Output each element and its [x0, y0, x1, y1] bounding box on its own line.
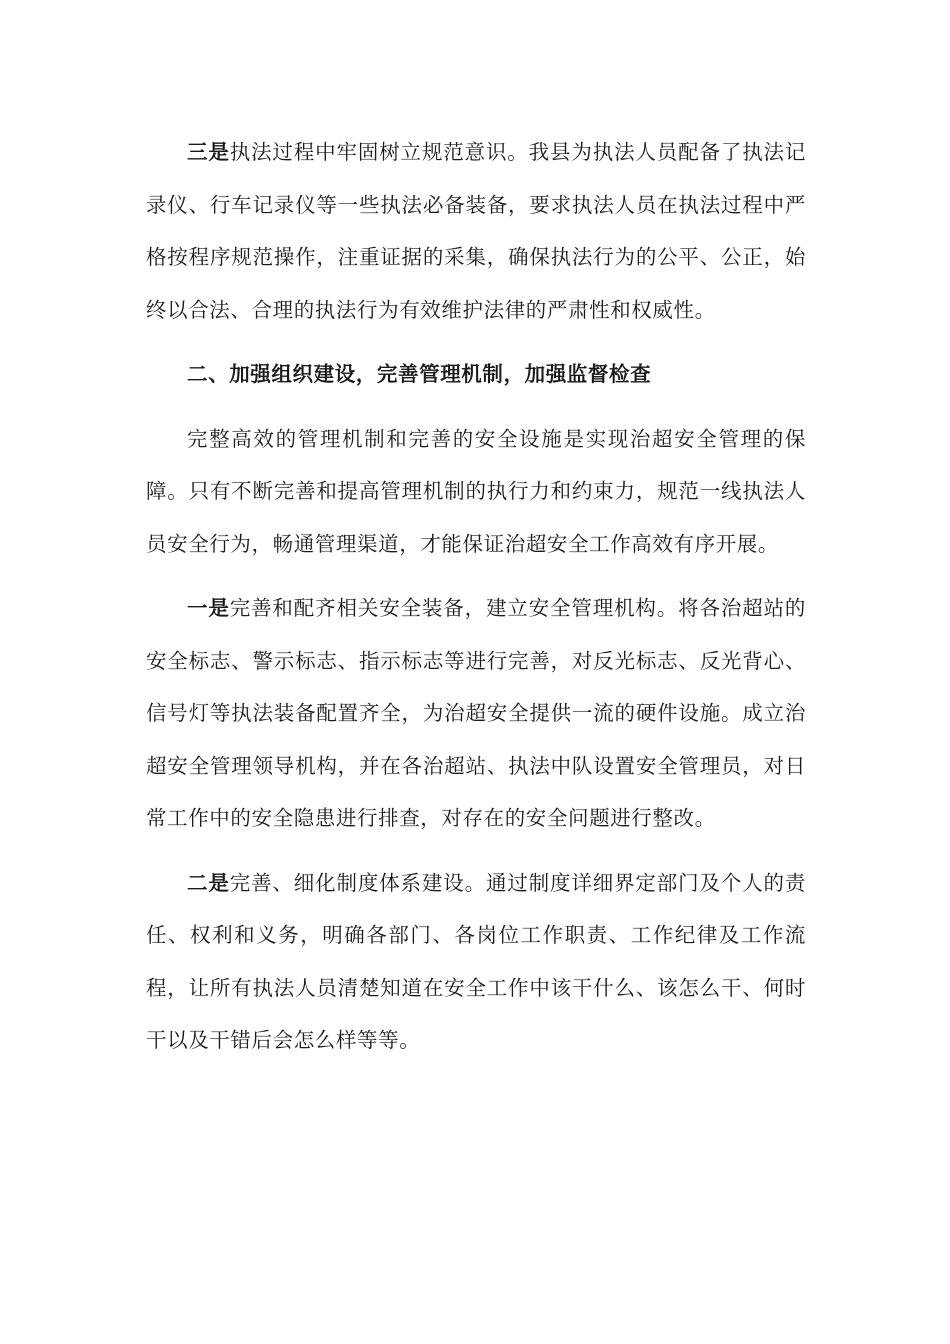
paragraph-text: 执法过程中牢固树立规范意识。我县为执法人员配备了执法记录仪、行车记录仪等一些执法必备装备，要求执法人员在执法过程中严格按程序规范操作，注重证据的采集，确保执法行为的公平、公正，始终以合法、合理的执法行为有效维护法律的严肃性和权威性。	[146, 140, 807, 322]
paragraph-text: 完善和配齐相关安全装备，建立安全管理机构。将各治超站的安全标志、警示标志、指示标志等进行完善，对反光标志、反光背心、信号灯等执法装备配置齐全，为治超安全提供一流的硬件设施。成立治超安全管理领导机构，并在各治超站、执法中队设置安全管理员，对日常工作中的安全隐患进行排查，对存在的安全问题进行整改。	[146, 596, 807, 830]
paragraph-lead: 一是	[187, 596, 230, 620]
paragraph-lead: 三是	[187, 140, 230, 164]
section-heading: 二、加强组织建设，完善管理机制，加强监督检查	[187, 362, 652, 386]
paragraph-item-one	[146, 582, 806, 845]
paragraph-text: 完善、细化制度体系建设。通过制度详细界定部门及个人的责任、权利和义务，明确各部门、各岗位工作职责、工作纪律及工作流程，让所有执法人员清楚知道在安全工作中该干什么、该怎么干、何时干以及干错后会怎么样等等。	[146, 870, 807, 1052]
document-page	[146, 126, 806, 1079]
paragraph-lead: 二是	[187, 870, 230, 895]
paragraph-third-point	[146, 126, 806, 336]
paragraph-intro: 完整高效的管理机制和完善的安全设施是实现治超安全管理的保障。只有不断完善和提高管理机制的执行力和约束力，规范一线执法人员安全行为，畅通管理渠道，才能保证治超安全工作高效有序开展。	[146, 426, 806, 556]
paragraph-item-two	[146, 857, 806, 1067]
